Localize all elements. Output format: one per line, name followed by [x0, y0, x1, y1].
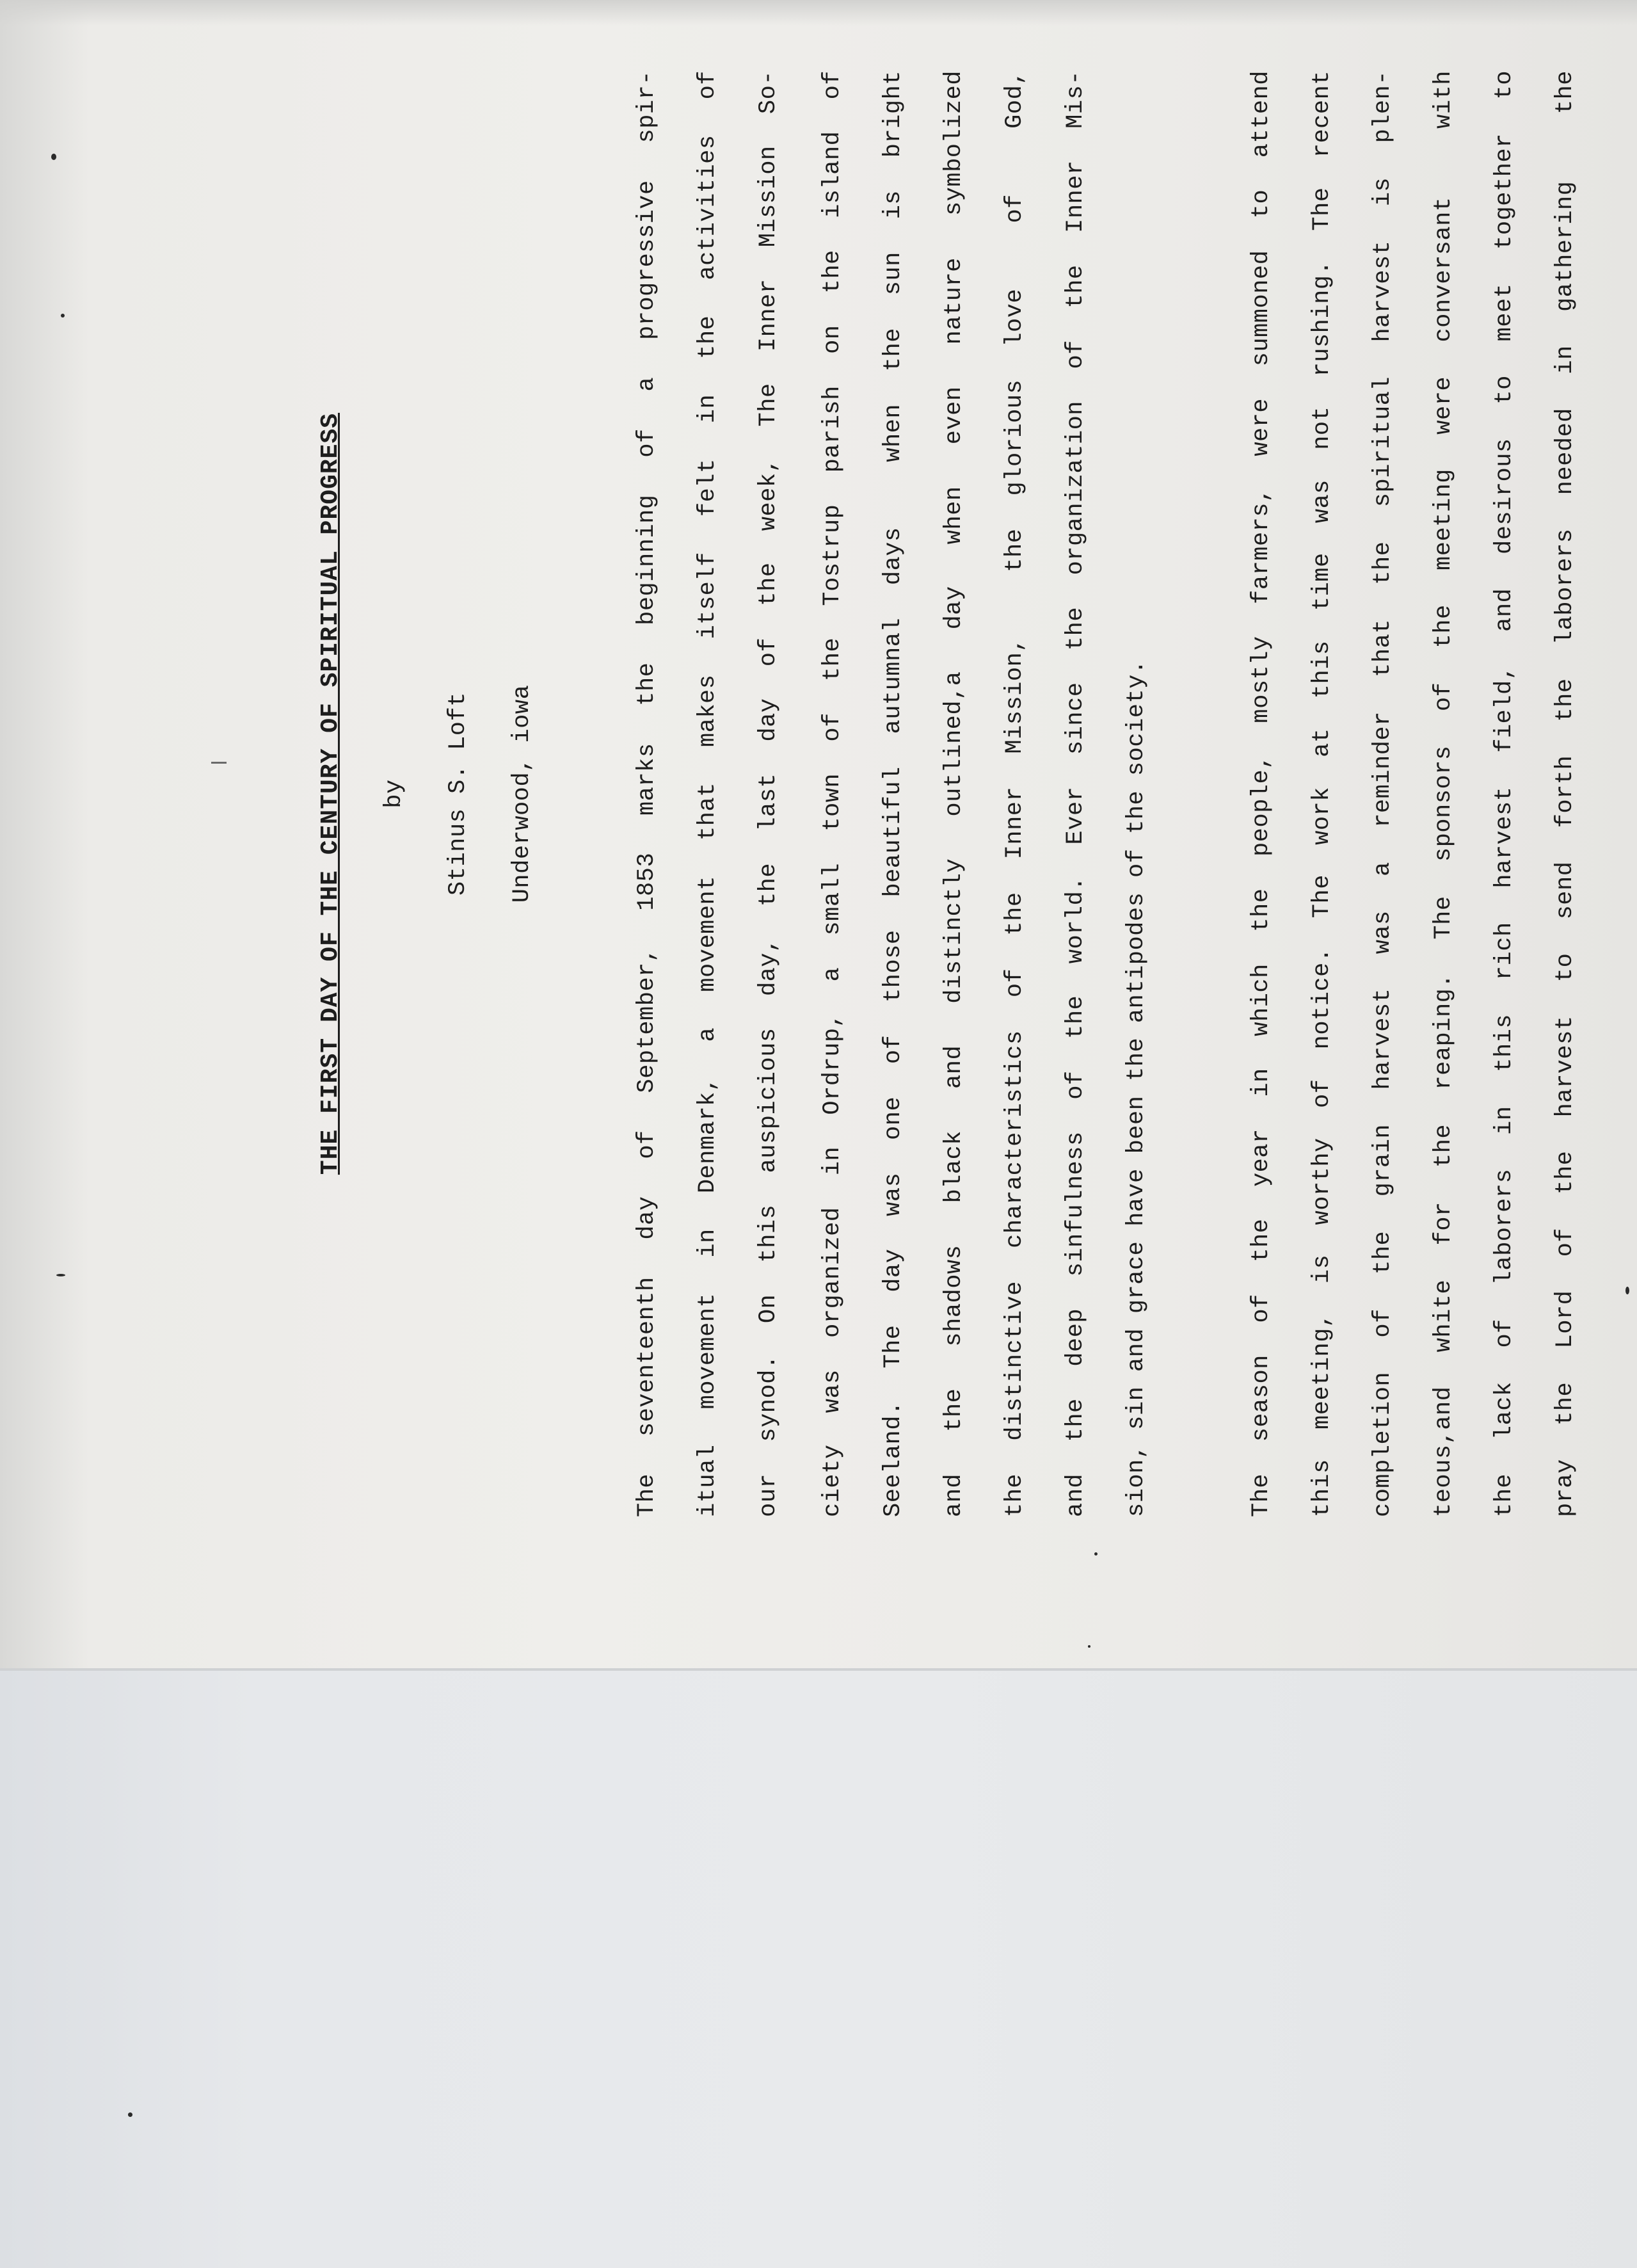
text-line: itual movement in Denmark, a movement that makes itself felt in the activities of [694, 70, 721, 1517]
text-line: completion of the grain harvest was a reminder that the spiritual harvest is plen- [1369, 70, 1396, 1517]
text-line: sion, sin and grace have been the antipodes of the society. [1123, 659, 1150, 1517]
scan-speck [1088, 1645, 1090, 1648]
text-line: our synod. On this auspicious day, the last day of the week, The Inner Mission So- [755, 70, 782, 1517]
document-title: THE FIRST DAY OF THE CENTURY OF SPIRITUAL PROGRESS [317, 412, 344, 1175]
text-line: this meeting, is worthy of notice. The work at this time was not rushing. The recent [1309, 70, 1336, 1517]
author-location: Underwood, iowa [509, 684, 536, 903]
text-line: pray the Lord of the harvest to send forth the laborers needed in gathering the [1552, 70, 1579, 1517]
text-line: the lack of laborers in this rich harvest field, and desirous to meet together to [1491, 70, 1518, 1517]
document-text [317, 70, 1579, 1517]
text-line: The seventeenth day of September, 1853 marks the beginning of a progressive spir- [634, 70, 660, 1517]
page-top-shadow [0, 0, 1637, 26]
text-line: the distinctive characteristics of the Inner Mission, the glorious love of God, [1002, 70, 1028, 1517]
text-line: teous,and white for the reaping. The sponsors of the meeting were conversant with [1430, 70, 1457, 1517]
text-line: ciety was organized in Ordrup, a small town of the Tostrup parish on the island of [819, 70, 846, 1517]
scan-speck [1094, 1552, 1098, 1556]
text-line: and the deep sinfulness of the world. Ever since the organization of the Inner Mis- [1062, 70, 1089, 1517]
scan-speck [1625, 1287, 1629, 1294]
author-name: Stinus S. Loft [445, 692, 472, 896]
scan-speck [51, 154, 56, 160]
scanner-bed [0, 1671, 1637, 2268]
text-line: Seeland. The day was one of those beautiful autumnal days when the sun is bright [880, 70, 907, 1517]
text-line: and the shadows black and distinctly outlined,a day when even nature symbolized [941, 70, 968, 1517]
scan-speck [61, 314, 65, 318]
scan-speck [56, 1274, 65, 1276]
scan-speck [211, 762, 227, 764]
scan-speck [128, 2112, 132, 2117]
text-line: The season of the year in which the people, mostly farmers, were summoned to attend [1248, 70, 1275, 1517]
byline: by [381, 779, 408, 808]
